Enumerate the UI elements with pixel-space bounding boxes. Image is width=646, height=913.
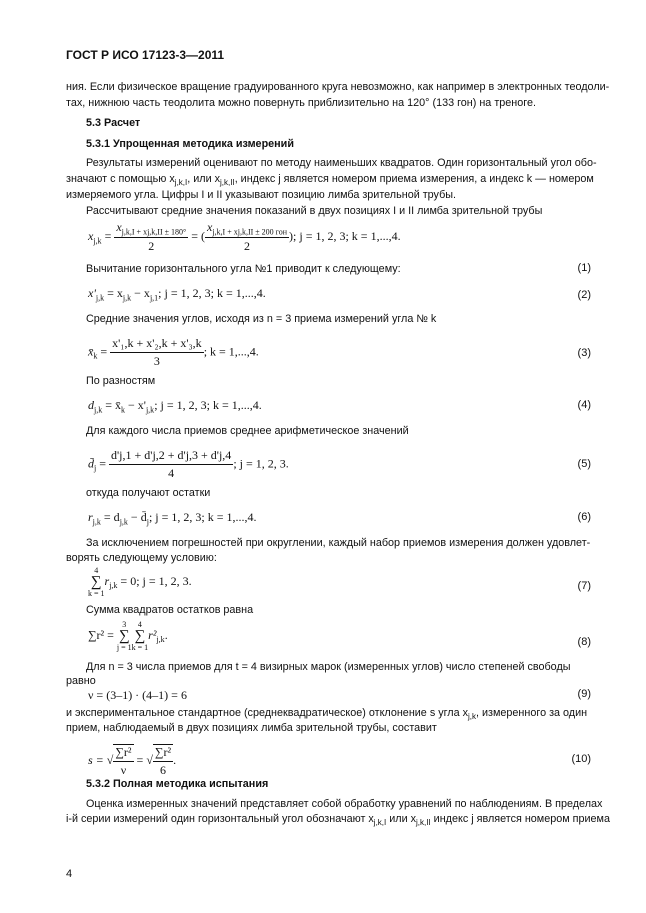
paragraph-1-line-3: измеряемого угла. Цифры I и II указывают позицию лимба зрительной трубы. xyxy=(66,189,457,201)
paragraph-1-line-2: значают с помощью $x_{j,k,I}$, или $x_{j,k,II}$, индекс j является номером приема измерения, а индекс k — номером xyxy=(66,173,594,188)
equation-6: $r_{j,k} = d_{j,k}$ − $d̄_j$; j = 1, 2, 3; k = 1,...,4. xyxy=(88,510,257,527)
paragraph-8-line-2: ворять следующему условию: xyxy=(66,552,217,564)
equation-5-number: (5) xyxy=(577,458,591,470)
intro-line-2: тах, нижнюю часть теодолита можно повернуть приблизительно на 120° (133 гон) на треноге. xyxy=(66,97,536,109)
equation-3: $x̄_k$ = $\frac{\text{x'₁,k + x'₂,k + x'₃,k}}{3}$ ; k = 1,...,4. xyxy=(88,336,259,368)
paragraph-9: Сумма квадратов остатков равна xyxy=(86,604,254,616)
equation-7: 4 ∑ k = 1 $r_{j,k} = 0$; j = 1, 2, 3. xyxy=(88,566,192,598)
paragraph-4: Средние значения углов, исходя из n = 3 приема измерений угла № k xyxy=(86,313,437,325)
equation-8-number: (8) xyxy=(577,636,591,648)
equation-1: $x_{j,k}$ = $\frac{x_{j,k,I + xj,k,II \pm 180^\circ}}{2}$ = ( $\frac{x_{j,k,I + xj,k,II \pm 200 гон}}{2}$ ); j = 1, 2, 3; k = 1,...,4. xyxy=(88,220,401,254)
equation-10: s = √ $\frac{\text{∑r²}}{\nu}$ = √ $\frac{\text{∑r²}}{6}$ . xyxy=(88,745,177,777)
equation-10-number: (10) xyxy=(571,753,591,765)
equation-1-number: (1) xyxy=(577,262,591,274)
paragraph-10-line-2: равно xyxy=(66,675,96,687)
paragraph-11-line-1: и экспериментальное стандартное (среднеквадратическое) отклонение s угла $x_{j,k}$, измеренного за один xyxy=(66,707,588,722)
equation-5: $d̄_j$ = $\frac{d'j,1 + d'j,2 + d'j,3 + d'j,4}{4}$ ; j = 1, 2, 3. xyxy=(88,448,289,480)
section-5-3-1-heading: 5.3.1 Упрощенная методика измерений xyxy=(86,138,294,150)
equation-7-number: (7) xyxy=(577,580,591,592)
equation-9: ν = (3–1) · (4–1) = 6 xyxy=(88,688,187,702)
paragraph-1-line-1: Результаты измерений оценивают по методу наименьших квадратов. Один горизонтальный угол обо- xyxy=(86,157,597,169)
paragraph-12-line-1: Оценка измеренных значений представляет собой обработку уравнений по наблюдениям. В пределах xyxy=(86,798,603,810)
paragraph-3: Вычитание горизонтального угла №1 приводит к следующему: xyxy=(86,263,401,275)
paragraph-7: откуда получают остатки xyxy=(86,487,211,499)
equation-6-number: (6) xyxy=(577,511,591,523)
equation-4: $d_{j,k}$ = $x̄_k - x'_{j,k}$; j = 1, 2, 3; k = 1,...,4. xyxy=(88,398,262,415)
section-5-3-heading: 5.3 Расчет xyxy=(86,117,141,129)
equation-2-number: (2) xyxy=(577,289,591,301)
equation-2: $x'_{j,k} = x_{j,k} - x_{j,1}$; j = 1, 2, 3; k = 1,...,4. xyxy=(88,286,266,303)
equation-3-number: (3) xyxy=(577,347,591,359)
page-number: 4 xyxy=(66,868,73,880)
paragraph-6: Для каждого числа приемов среднее арифметическое значений xyxy=(86,425,409,437)
equation-8: ∑r² = 3 ∑ j = 1 4 ∑ k = 1 $r^2_{j,k}$. xyxy=(88,620,168,652)
section-5-3-2-heading: 5.3.2 Полная методика испытания xyxy=(86,778,269,790)
paragraph-5: По разностям xyxy=(86,375,156,387)
paragraph-12-line-2: i-й серии измерений один горизонтальный угол обозначают $x_{j,k,I}$ или $x_{j,k,II}$ индекс j является номером приема xyxy=(66,813,610,828)
paragraph-11-line-2: прием, наблюдаемый в двух позициях лимба зрительной трубы, составит xyxy=(66,722,437,734)
intro-line-1: ния. Если физическое вращение градуированного круга невозможно, как например в электронных теодоли- xyxy=(66,81,610,93)
equation-9-number: (9) xyxy=(577,688,591,700)
paragraph-8-line-1: За исключением погрешностей при округлении, каждый набор приемов измерения должен удовлет- xyxy=(86,537,591,549)
equation-4-number: (4) xyxy=(577,399,591,411)
paragraph-10-line-1: Для n = 3 числа приемов для t = 4 визирных марок (измеренных углов) число степеней свободы xyxy=(86,661,571,673)
paragraph-2: Рассчитывают средние значения показаний в двух позициях I и II лимба зрительной трубы xyxy=(86,205,543,217)
document-header: ГОСТ Р ИСО 17123-3—2011 xyxy=(66,48,225,62)
